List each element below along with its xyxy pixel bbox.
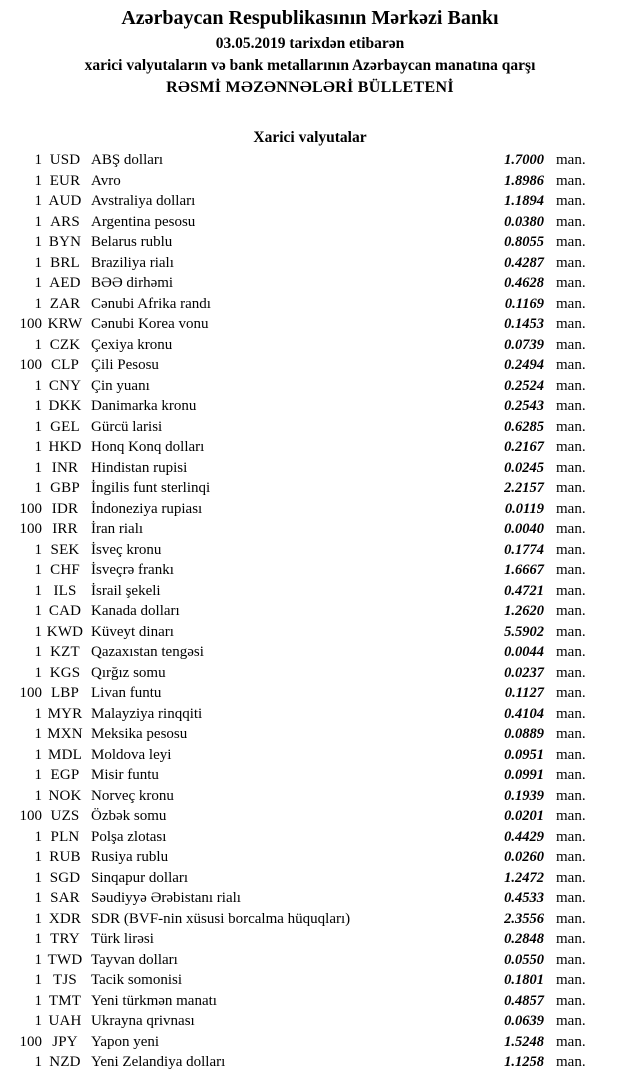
currency-name-cell: İsveç kronu [91,541,162,558]
currency-row [0,212,620,233]
unit-label-cell: man. [556,623,586,640]
rate-value-cell: 0.0040 [504,521,544,537]
currency-row [0,499,620,520]
currency-name-cell: Səudiyyə Ərəbistanı rialı [91,890,241,906]
unit-label-cell: man. [556,1054,586,1070]
quantity-cell: 100 [19,316,42,332]
rate-value-cell: 0.0245 [504,459,544,476]
currency-code-cell: SAR [50,890,80,906]
rate-value-cell: 1.6667 [504,562,544,578]
currency-row [0,396,620,417]
quantity-cell: 1 [34,336,42,353]
rate-value-cell: 2.3556 [504,910,544,927]
quantity-cell: 1 [34,910,42,927]
currency-row [0,991,620,1012]
section-title-foreign-currencies: Xarici valyutalar [253,129,367,146]
currency-row [0,478,620,499]
currency-name-cell: Livan funtu [91,685,162,701]
quantity-cell: 1 [34,234,42,250]
currency-row [0,601,620,622]
bank-title: Azərbaycan Respublikasının Mərkəzi Bankı [121,7,499,29]
rate-value-cell: 0.4429 [504,828,544,845]
quantity-cell: 1 [34,480,42,496]
rate-value-cell: 0.0991 [504,767,544,783]
effective-date: 03.05.2019 tarixdən etibarən [215,35,405,52]
currency-name-cell: Çili Pesosu [91,357,159,373]
currency-name-cell: Argentina pesosu [91,213,196,230]
quantity-cell: 1 [34,418,42,435]
currency-name-cell: Gürcü larisi [91,418,163,435]
currency-row [0,150,620,171]
rate-value-cell: 0.4628 [504,275,544,291]
currency-code-cell: CNY [48,377,82,394]
currency-code-cell: JPY [52,1033,78,1050]
currency-code-cell: NOK [48,787,82,804]
currency-name-cell: Türk lirəsi [91,931,154,947]
currency-code-cell: TJS [53,972,77,988]
unit-label-cell: man. [556,992,586,1009]
rate-value-cell: 0.1127 [504,685,544,701]
currency-code-cell: AUD [48,193,82,209]
currency-code-cell: RUB [49,849,81,865]
currency-name-cell: Avro [91,172,121,189]
rate-value-cell: 0.0550 [504,951,544,968]
currency-name-cell: Meksika pesosu [91,726,188,742]
currency-row [0,970,620,991]
unit-label-cell: man. [556,172,586,189]
currency-row [0,704,620,725]
unit-label-cell: man. [556,1033,586,1050]
rate-value-cell: 0.0889 [504,726,544,742]
rate-value-cell: 0.2848 [504,931,544,947]
currency-name-cell: Yapon yeni [91,1033,160,1050]
currency-name-cell: Qazaxıstan tengəsi [91,644,204,660]
currency-code-cell: LBP [50,685,80,701]
rate-value-cell: 1.1894 [504,193,544,209]
quantity-cell: 100 [19,521,42,537]
unit-label-cell: man. [556,890,586,906]
quantity-cell: 100 [19,808,42,824]
quantity-cell: 1 [34,726,42,742]
currency-name-cell: Özbək somu [91,808,167,824]
quantity-cell: 1 [34,623,42,640]
rate-value-cell: 0.1774 [504,541,544,558]
currency-row [0,806,620,827]
currency-code-cell: IRR [52,521,78,537]
currency-code-cell: GEL [50,418,80,435]
unit-label-cell: man. [556,234,586,250]
currency-code-cell: MXN [47,726,83,742]
currency-row [0,355,620,376]
currency-code-cell: BRL [50,254,80,271]
quantity-cell: 1 [34,890,42,906]
currency-code-cell: PLN [50,828,80,845]
currency-row [0,540,620,561]
unit-label-cell: man. [556,316,586,332]
quantity-cell: 1 [34,439,42,455]
currency-code-cell: USD [49,152,81,168]
quantity-cell: 1 [34,562,42,578]
currency-name-cell: ABŞ dolları [91,152,164,168]
currency-name-cell: İsrail şekeli [91,582,161,599]
currency-name-cell: Hindistan rupisi [91,459,188,476]
unit-label-cell: man. [556,726,586,742]
rate-value-cell: 1.7000 [504,152,544,168]
currency-name-cell: Küveyt dinarı [91,623,174,640]
rate-value-cell: 0.1453 [504,316,544,332]
currency-name-cell: Cənubi Afrika randı [91,295,211,312]
rate-value-cell: 0.2524 [504,377,544,394]
rate-value-cell: 0.0237 [504,664,544,681]
currency-row [0,458,620,479]
currency-name-cell: Belarus rublu [91,234,173,250]
quantity-cell: 1 [34,213,42,230]
unit-label-cell: man. [556,767,586,783]
currency-row [0,294,620,315]
currency-row [0,745,620,766]
currency-row [0,929,620,950]
rate-value-cell: 0.0119 [504,500,544,517]
currency-row [0,1032,620,1053]
unit-label-cell: man. [556,582,586,599]
rate-value-cell: 1.2620 [504,603,544,619]
currency-row [0,273,620,294]
currency-name-cell: Çin yuanı [91,377,150,394]
rate-value-cell: 0.0380 [504,213,544,230]
rate-value-cell: 1.1258 [504,1054,544,1070]
currency-name-cell: Yeni türkmən manatı [91,992,217,1009]
currency-code-cell: CZK [49,336,81,353]
currency-name-cell: Misir funtu [91,767,159,783]
unit-label-cell: man. [556,336,586,353]
currency-row [0,519,620,540]
currency-name-cell: Ukrayna qrivnası [91,1013,195,1029]
currency-name-cell: Moldova leyi [91,746,172,763]
currency-code-cell: ZAR [49,295,81,312]
quantity-cell: 1 [34,254,42,271]
quantity-cell: 1 [34,603,42,619]
currency-name-cell: Danimarka kronu [91,398,197,414]
currency-name-cell: Tacik somonisi [91,972,183,988]
currency-row [0,171,620,192]
rate-value-cell: 0.1801 [504,972,544,988]
quantity-cell: 1 [34,828,42,845]
quantity-cell: 1 [34,275,42,291]
currency-code-cell: EGP [50,767,80,783]
unit-label-cell: man. [556,377,586,394]
currency-code-cell: UAH [48,1013,82,1029]
rate-value-cell: 0.1939 [504,787,544,804]
currency-code-cell: BYN [48,234,82,250]
quantity-cell: 1 [34,869,42,886]
rate-value-cell: 0.0739 [504,336,544,353]
header [0,0,620,98]
unit-label-cell: man. [556,459,586,476]
rate-value-cell: 0.0951 [504,746,544,763]
rate-value-cell: 0.4287 [504,254,544,271]
unit-label-cell: man. [556,664,586,681]
currency-name-cell: Cənubi Korea vonu [91,316,209,332]
currency-code-cell: INR [51,459,79,476]
currency-code-cell: TMT [48,992,82,1009]
currency-name-cell: Sinqapur dolları [91,869,189,886]
quantity-cell: 1 [34,746,42,763]
unit-label-cell: man. [556,357,586,373]
currency-name-cell: İran rialı [91,521,144,537]
unit-label-cell: man. [556,541,586,558]
quantity-cell: 100 [19,357,42,373]
currency-row [0,827,620,848]
rate-value-cell: 0.0260 [504,849,544,865]
currency-code-cell: TWD [47,951,83,968]
currency-row [0,376,620,397]
rate-value-cell: 0.4533 [504,890,544,906]
currency-name-cell: İsveçrə frankı [91,562,174,578]
currency-code-cell: CHF [50,562,80,578]
currency-row [0,232,620,253]
rate-value-cell: 0.6285 [504,418,544,435]
currency-name-cell: İndoneziya rupiası [91,500,203,517]
currency-row [0,847,620,868]
unit-label-cell: man. [556,705,586,722]
unit-label-cell: man. [556,480,586,496]
quantity-cell: 1 [34,705,42,722]
currency-code-cell: HKD [48,439,82,455]
unit-label-cell: man. [556,951,586,968]
rate-value-cell: 0.4104 [504,705,544,722]
currency-row [0,581,620,602]
unit-label-cell: man. [556,398,586,414]
rate-value-cell: 2.2157 [504,480,544,496]
currency-name-cell: Çexiya kronu [91,336,173,353]
unit-label-cell: man. [556,275,586,291]
currency-row [0,191,620,212]
unit-label-cell: man. [556,152,586,168]
unit-label-cell: man. [556,562,586,578]
currency-code-cell: EUR [49,172,81,189]
currency-name-cell: Yeni Zelandiya dolları [91,1054,226,1070]
unit-label-cell: man. [556,849,586,865]
bulletin-subtitle: xarici valyutaların və bank metallarının Azərbaycan manatına qarşı [84,57,536,74]
rate-value-cell: 0.1169 [504,295,544,312]
currency-code-cell: KWD [46,623,84,640]
currency-row [0,683,620,704]
unit-label-cell: man. [556,869,586,886]
currency-row [0,888,620,909]
currency-name-cell: Norveç kronu [91,787,174,804]
quantity-cell: 1 [34,849,42,865]
unit-label-cell: man. [556,418,586,435]
currency-row [0,663,620,684]
quantity-cell: 1 [34,398,42,414]
currency-row [0,560,620,581]
currency-row [0,253,620,274]
unit-label-cell: man. [556,193,586,209]
currency-code-cell: MDL [48,746,82,763]
currency-name-cell: Braziliya rialı [91,254,174,271]
currency-code-cell: ARS [50,213,80,230]
currency-code-cell: SGD [49,869,81,886]
rate-value-cell: 0.4857 [504,992,544,1009]
currency-code-cell: TRY [50,931,80,947]
unit-label-cell: man. [556,685,586,701]
currency-row [0,868,620,889]
quantity-cell: 1 [34,459,42,476]
currency-name-cell: Honq Konq dolları [91,439,205,455]
quantity-cell: 1 [34,172,42,189]
unit-label-cell: man. [556,439,586,455]
currency-code-cell: CLP [50,357,80,373]
unit-label-cell: man. [556,254,586,271]
unit-label-cell: man. [556,603,586,619]
rate-value-cell: 1.2472 [504,869,544,886]
currency-code-cell: AED [49,275,81,291]
quantity-cell: 1 [34,152,42,168]
currency-row [0,335,620,356]
rate-value-cell: 0.2543 [504,398,544,414]
quantity-cell: 1 [34,951,42,968]
unit-label-cell: man. [556,295,586,312]
currency-name-cell: BƏƏ dirhəmi [91,275,174,291]
currency-row [0,642,620,663]
unit-label-cell: man. [556,521,586,537]
unit-label-cell: man. [556,644,586,660]
currency-code-cell: GBP [50,480,80,496]
currency-row [0,909,620,930]
currency-row [0,1052,620,1073]
rate-value-cell: 0.2167 [504,439,544,455]
unit-label-cell: man. [556,808,586,824]
quantity-cell: 100 [19,500,42,517]
quantity-cell: 1 [34,931,42,947]
currency-row [0,314,620,335]
unit-label-cell: man. [556,500,586,517]
currency-code-cell: CAD [48,603,82,619]
currency-code-cell: SEK [50,541,80,558]
currency-row [0,622,620,643]
quantity-cell: 1 [34,295,42,312]
currency-code-cell: ILS [53,582,77,599]
currency-row [0,437,620,458]
rate-value-cell: 0.0639 [504,1013,544,1029]
quantity-cell: 1 [34,1054,42,1070]
rate-value-cell: 1.8986 [504,172,544,189]
currency-code-cell: MYR [47,705,83,722]
quantity-cell: 1 [34,972,42,988]
quantity-cell: 1 [34,664,42,681]
rate-value-cell: 5.5902 [504,623,544,640]
currency-name-cell: Polşa zlotası [91,828,167,845]
currency-rate-table [0,150,620,1073]
bulletin-title: RƏSMİ MƏZƏNNƏLƏRİ BÜLLETENİ [166,79,454,96]
unit-label-cell: man. [556,1013,586,1029]
unit-label-cell: man. [556,787,586,804]
rate-value-cell: 0.2494 [504,357,544,373]
rate-value-cell: 0.4721 [504,582,544,599]
unit-label-cell: man. [556,746,586,763]
rate-value-cell: 0.8055 [504,234,544,250]
quantity-cell: 1 [34,193,42,209]
quantity-cell: 100 [19,1033,42,1050]
unit-label-cell: man. [556,213,586,230]
quantity-cell: 1 [34,767,42,783]
currency-name-cell: Kanada dolları [91,603,180,619]
rate-value-cell: 1.5248 [504,1033,544,1050]
currency-name-cell: Qırğız somu [91,664,166,681]
quantity-cell: 1 [34,644,42,660]
currency-code-cell: XDR [48,910,82,927]
currency-code-cell: DKK [48,398,82,414]
unit-label-cell: man. [556,931,586,947]
quantity-cell: 1 [34,787,42,804]
currency-code-cell: KZT [50,644,80,660]
quantity-cell: 1 [34,992,42,1009]
unit-label-cell: man. [556,972,586,988]
quantity-cell: 1 [34,1013,42,1029]
currency-code-cell: KRW [47,316,83,332]
currency-code-cell: KGS [49,664,81,681]
currency-row [0,417,620,438]
currency-code-cell: NZD [49,1054,81,1070]
currency-name-cell: Malayziya rinqqiti [91,705,203,722]
rate-value-cell: 0.0201 [504,808,544,824]
currency-row [0,950,620,971]
quantity-cell: 1 [34,377,42,394]
currency-row [0,724,620,745]
quantity-cell: 1 [34,541,42,558]
currency-name-cell: Avstraliya dolları [91,193,196,209]
currency-row [0,786,620,807]
currency-name-cell: İngilis funt sterlinqi [91,480,211,496]
currency-name-cell: SDR (BVF-nin xüsusi borcalma hüquqları) [91,910,351,927]
rate-value-cell: 0.0044 [504,644,544,660]
unit-label-cell: man. [556,828,586,845]
currency-row [0,1011,620,1032]
unit-label-cell: man. [556,910,586,927]
currency-code-cell: IDR [51,500,79,517]
currency-row [0,765,620,786]
currency-name-cell: Tayvan dolları [91,951,178,968]
currency-name-cell: Rusiya rublu [91,849,169,865]
quantity-cell: 100 [19,685,42,701]
quantity-cell: 1 [34,582,42,599]
currency-code-cell: UZS [50,808,80,824]
